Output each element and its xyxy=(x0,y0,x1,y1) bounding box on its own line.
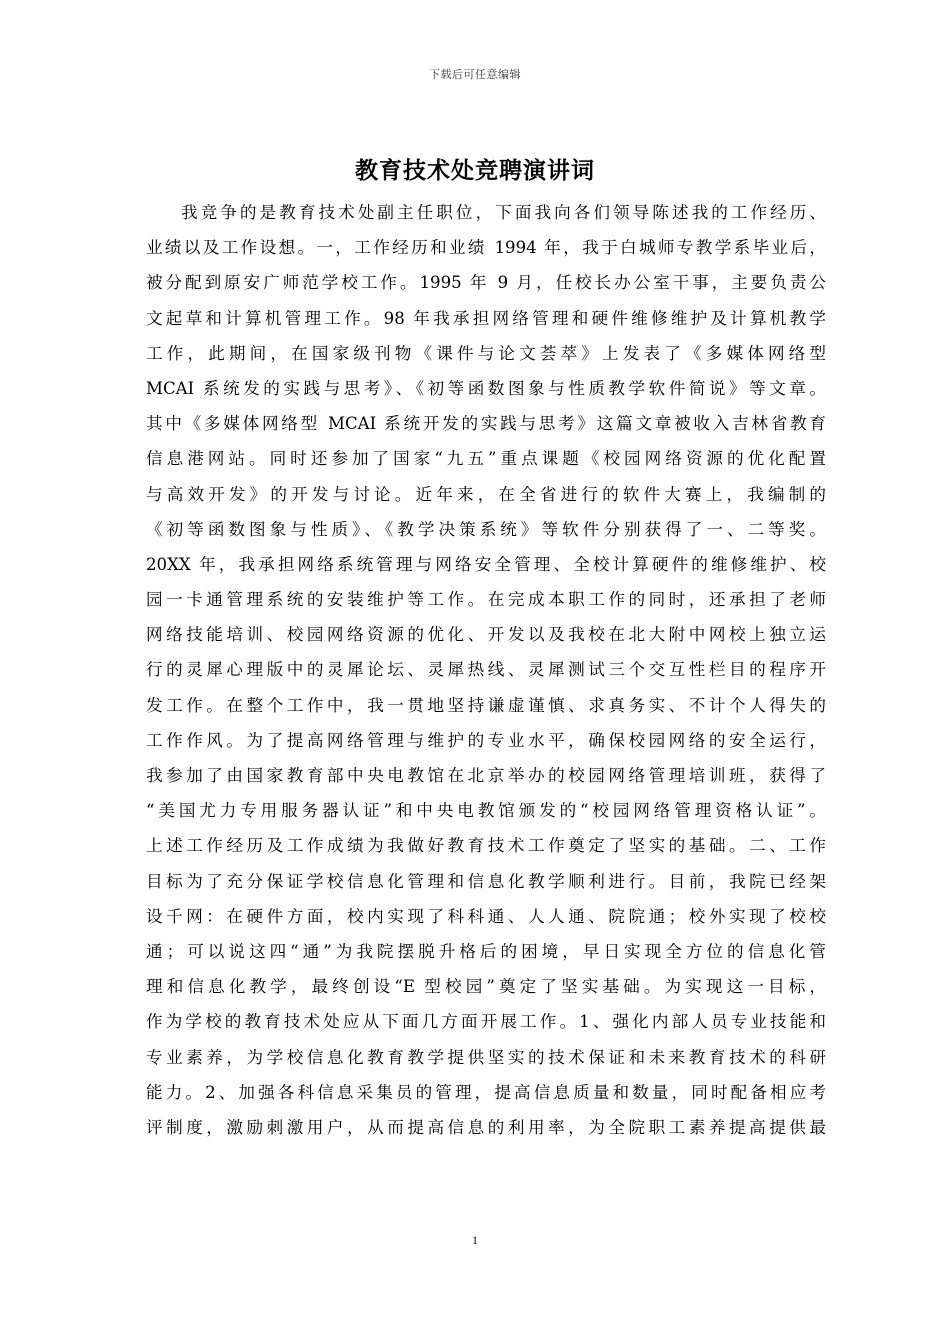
text-line: “美国尤力专用服务器认证”和中央电教馆颁发的“校园网络管理资格认证”。 xyxy=(146,801,826,821)
text-line: 《初等函数图象与性质》、《教学决策系统》等软件分别获得了一、二等奖。 xyxy=(146,519,826,539)
text-line: 园一卡通管理系统的安装维护等工作。在完成本职工作的同时，还承担了老师 xyxy=(146,590,826,610)
text-line: 专业素养，为学校信息化教育教学提供坚实的技术保证和未来教育技术的科研 xyxy=(146,1047,826,1067)
page-header: 下载后可任意编辑 xyxy=(429,68,521,81)
text-line: 能力。2、加强各科信息采集员的管理，提高信息质量和数量，同时配备相应考 xyxy=(146,1082,826,1102)
text-line: 信息港网站。同时还参加了国家“九五”重点课题《校园网络资源的优化配置 xyxy=(146,449,826,469)
text-line: 设千网：在硬件方面，校内实现了科科通、人人通、院院通；校外实现了校校 xyxy=(146,906,826,926)
text-line: 工作，此期间，在国家级刊物《课件与论文荟萃》上发表了《多媒体网络型 xyxy=(146,343,826,363)
text-line: 通；可以说这四“通”为我院摆脱升格后的困境，早日实现全方位的信息化管 xyxy=(146,941,826,961)
text-line: 上述工作经历及工作成绩为我做好教育技术工作奠定了坚实的基础。二、工作 xyxy=(146,836,826,856)
text-line: 评制度，激励刺激用户，从而提高信息的利用率，为全院职工素养提高提供最 xyxy=(146,1117,826,1137)
text-line: 我参加了由国家教育部中央电教馆在北京举办的校园网络管理培训班，获得了 xyxy=(146,766,826,785)
text-line: 与高效开发》的开发与讨论。近年来，在全省进行的软件大赛上，我编制的 xyxy=(146,484,826,504)
text-line: 行的灵犀心理版中的灵犀论坛、灵犀热线、灵犀测试三个交互性栏目的程序开 xyxy=(146,660,826,680)
page-number: 1 xyxy=(472,1233,478,1247)
text-line: 20XX 年，我承担网络系统管理与网络安全管理、全校计算硬件的维修维护、校 xyxy=(146,554,826,574)
text-line: 被分配到原安广师范学校工作。1995 年 9 月，任校长办公室干事，主要负责公 xyxy=(146,273,826,293)
text-line: 业绩以及工作设想。一，工作经历和业绩 1994 年，我于白城师专教学系毕业后， xyxy=(146,238,826,258)
text-line: 工作作风。为了提高网络管理与维护的专业水平，确保校园网络的安全运行， xyxy=(146,730,826,750)
text-line: 作为学校的教育技术处应从下面几方面开展工作。1、强化内部人员专业技能和 xyxy=(146,1012,826,1032)
text-line: 发工作。在整个工作中，我一贯地坚持谦虚谨慎、求真务实、不计个人得失的 xyxy=(146,695,826,715)
text-line: 其中《多媒体网络型 MCAI 系统开发的实践与思考》这篇文章被收入吉林省教育 xyxy=(146,414,826,434)
text-line: 我竞争的是教育技术处副主任职位，下面我向各们领导陈述我的工作经历、 xyxy=(181,203,826,222)
text-line: 理和信息化教学，最终创设“E 型校园”奠定了坚实基础。为实现这一目标， xyxy=(146,977,826,997)
text-line: 目标为了充分保证学校信息化管理和信息化教学顺利进行。目前，我院已经架 xyxy=(146,871,826,891)
body-text xyxy=(146,195,826,1145)
document-title: 教育技术处竞聘演讲词 xyxy=(355,157,595,184)
text-line: 文起草和计算机管理工作。98 年我承担网络管理和硬件维修维护及计算机教学 xyxy=(146,308,826,328)
text-line: 网络技能培训、校园网络资源的优化、开发以及我校在北大附中网校上独立运 xyxy=(146,625,826,645)
text-line: MCAI 系统发的实践与思考》、《初等函数图象与性质教学软件简说》等文章。 xyxy=(146,378,826,398)
